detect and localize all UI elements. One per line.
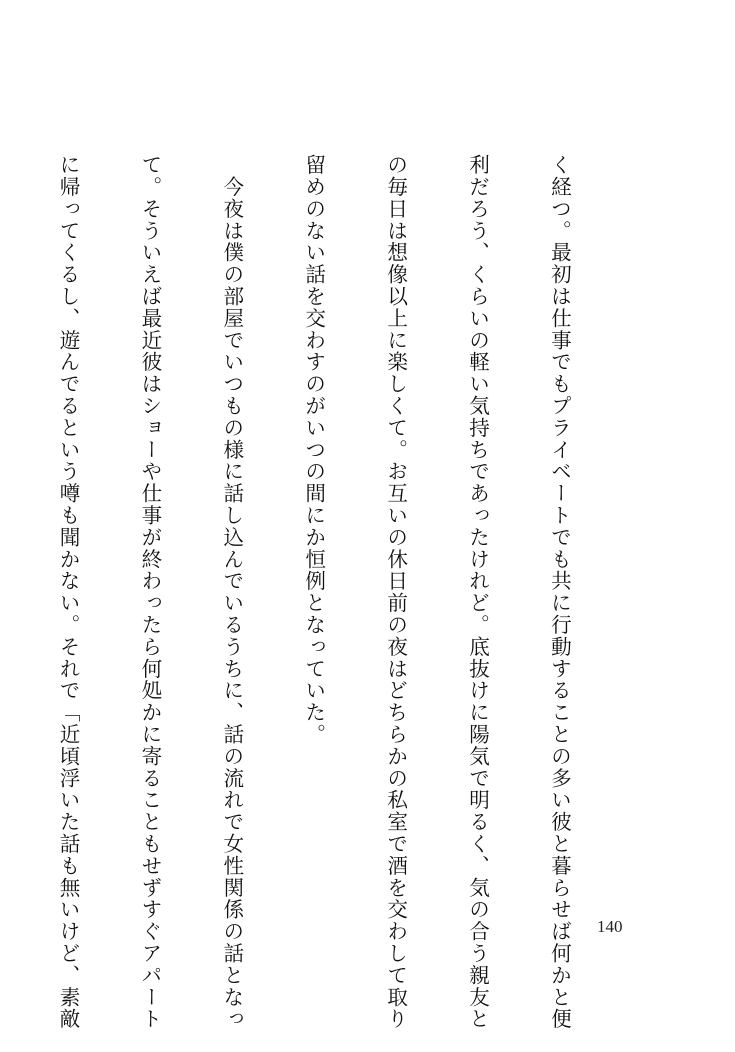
text-line: に帰ってくるし、遊んでるという噂も聞かない。それで「近頃浮いた話も無いけど、素敵	[56, 154, 81, 1030]
text-line: く経つ。最初は仕事でもプライベートでも共に行動することの多い彼と暮らせば何かと便	[547, 154, 572, 1030]
text-line: 今夜は僕の部屋でいつもの様に話し込んでいるうちに、話の流れで女性関係の話となっ	[219, 154, 244, 1030]
text-line: 利だろう、くらいの軽い気持ちであったけれど。底抜けに陽気で明るく、気の合う親友と	[465, 154, 490, 1030]
text-line: て。そういえば最近彼はショーや仕事が終わったら何処かに寄ることもせずすぐアパート	[137, 154, 162, 1030]
page-number: 140	[597, 917, 623, 936]
text-line: の毎日は想像以上に楽しくて。お互いの休日前の夜はどちらかの私室で酒を交わして取り	[383, 154, 408, 1030]
text-line: 留めのない話を交わすのがいつの間にか恒例となっていた。	[301, 154, 326, 746]
